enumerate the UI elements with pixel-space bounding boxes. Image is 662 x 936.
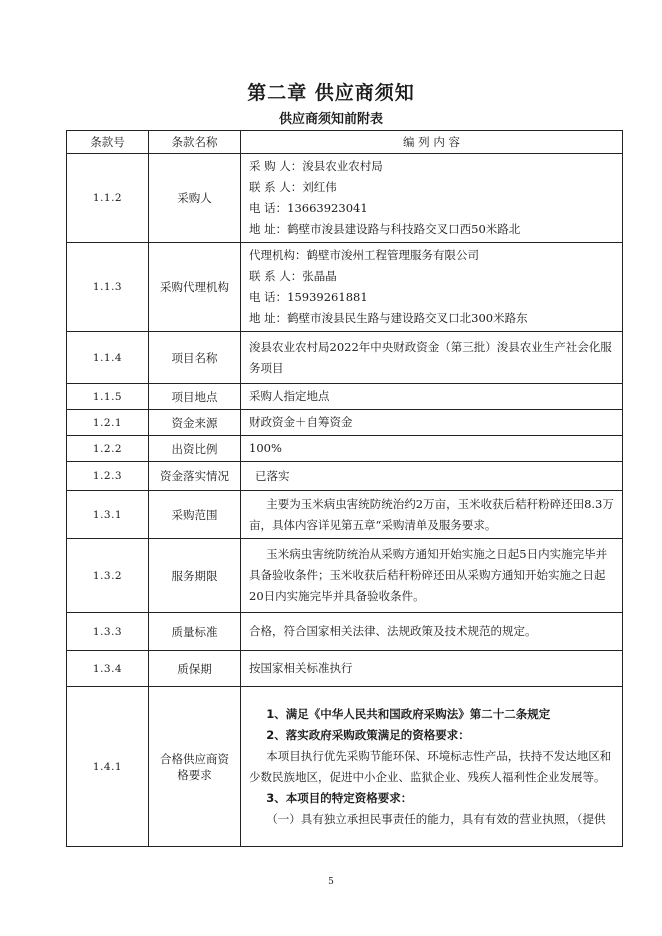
- clause-content: 合格，符合国家相关法律、法规政策及技术规范的规定。: [241, 613, 623, 651]
- clause-content: [241, 539, 623, 613]
- clause-name: 质量标准: [149, 613, 241, 651]
- clause-name: 采购人: [149, 154, 241, 243]
- header-content: 编 列 内 容: [241, 131, 623, 154]
- table-row: [67, 332, 623, 384]
- table-row: [67, 154, 623, 243]
- chapter-title: 第二章 供应商须知: [247, 82, 415, 104]
- clause-content: [241, 687, 623, 847]
- table-row: [67, 462, 623, 491]
- clause-content: 浚县农业农村局2022年中央财政资金（第三批）浚县农业生产社会化服务项目: [241, 332, 623, 384]
- clause-name: 项目名称: [149, 332, 241, 384]
- requirement-heading: 1、满足《中华人民共和国政府采购法》第二十二条规定: [266, 706, 551, 721]
- content-line: 联 系 人：刘红伟: [249, 180, 337, 194]
- content-text: 主要为玉米病虫害统防统治约2万亩，玉米收获后秸秆粉碎还田8.3万亩，具体内容详见第五章“采购清单及服务要求。: [249, 496, 614, 532]
- clause-name: 合格供应商资格要求: [149, 687, 241, 847]
- content-text: 已落实: [255, 468, 290, 483]
- table-row: [67, 491, 623, 539]
- clause-no: 1.1.4: [67, 332, 149, 384]
- requirement-text: （一）具有独立承担民事责任的能力，具有有效的营业执照，（提供: [266, 811, 606, 826]
- clause-no: 1.1.3: [67, 243, 149, 332]
- table-row: [67, 613, 623, 651]
- table-row: [67, 539, 623, 613]
- clause-content: 财政资金＋自筹资金: [241, 410, 623, 436]
- table-row: [67, 243, 623, 332]
- clause-content: [241, 243, 623, 332]
- clause-content: 100%: [241, 436, 623, 462]
- clause-name: 服务期限: [149, 539, 241, 613]
- page-number: 5: [328, 877, 334, 887]
- content-line: 代理机构：鹤壁市浚州工程管理服务有限公司: [249, 248, 479, 262]
- clause-name: 质保期: [149, 651, 241, 687]
- clause-no: 1.2.1: [67, 410, 149, 436]
- requirement-heading: 2、落实政府采购政策满足的资格要求：: [266, 727, 470, 742]
- clause-name: 资金来源: [149, 410, 241, 436]
- content-line: 地 址：鹤壁市浚县民生路与建设路交叉口北300米路东: [249, 311, 528, 325]
- clause-content: [241, 462, 623, 491]
- supplier-notice-table: [66, 130, 623, 847]
- clause-no: 1.3.2: [67, 539, 149, 613]
- content-line: 地 址：鹤壁市浚县建设路与科技路交叉口西50米路北: [249, 222, 521, 236]
- clause-content: 采购人指定地点: [241, 384, 623, 410]
- clause-no: 1.3.4: [67, 651, 149, 687]
- clause-name: 资金落实情况: [149, 462, 241, 491]
- header-clause-name: 条款名称: [149, 131, 241, 154]
- clause-content: [241, 491, 623, 539]
- clause-name: 采购代理机构: [149, 243, 241, 332]
- table-row: [67, 436, 623, 462]
- table-row: [67, 687, 623, 847]
- content-text: 玉米病虫害统防统治从采购方通知开始实施之日起5日内实施完毕并具备验收条件；玉米收获后秸秆粉碎还田从采购方通知开始实施之日起20日内实施完毕并具备验收条件。: [249, 547, 608, 603]
- clause-content: [241, 154, 623, 243]
- table-row: [67, 410, 623, 436]
- content-line: 电 话：13663923041: [249, 201, 368, 215]
- content-line: 联 系 人：张晶晶: [249, 269, 337, 283]
- clause-no: 1.4.1: [67, 687, 149, 847]
- clause-no: 1.2.2: [67, 436, 149, 462]
- clause-no: 1.3.3: [67, 613, 149, 651]
- clause-no: 1.1.5: [67, 384, 149, 410]
- requirement-heading: 3、本项目的特定资格要求：: [266, 790, 413, 805]
- requirement-text: 本项目执行优先采购节能环保、环境标志性产品，扶持不发达地区和少数民族地区，促进中小企业、监狱企业、残疾人福利性企业发展等。: [249, 748, 612, 784]
- clause-name: 项目地点: [149, 384, 241, 410]
- content-line: 采 购 人：浚县农业农村局: [249, 159, 383, 173]
- clause-name: 采购范围: [149, 491, 241, 539]
- table-header-row: [67, 131, 623, 154]
- clause-content: 按国家相关标准执行: [241, 651, 623, 687]
- clause-no: 1.2.3: [67, 462, 149, 491]
- clause-name: 出资比例: [149, 436, 241, 462]
- table-row: [67, 384, 623, 410]
- table-title: 供应商须知前附表: [278, 112, 383, 127]
- content-line: 电 话：15939261881: [249, 290, 368, 304]
- header-clause-no: 条款号: [67, 131, 149, 154]
- clause-no: 1.3.1: [67, 491, 149, 539]
- clause-no: 1.1.2: [67, 154, 149, 243]
- table-row: [67, 651, 623, 687]
